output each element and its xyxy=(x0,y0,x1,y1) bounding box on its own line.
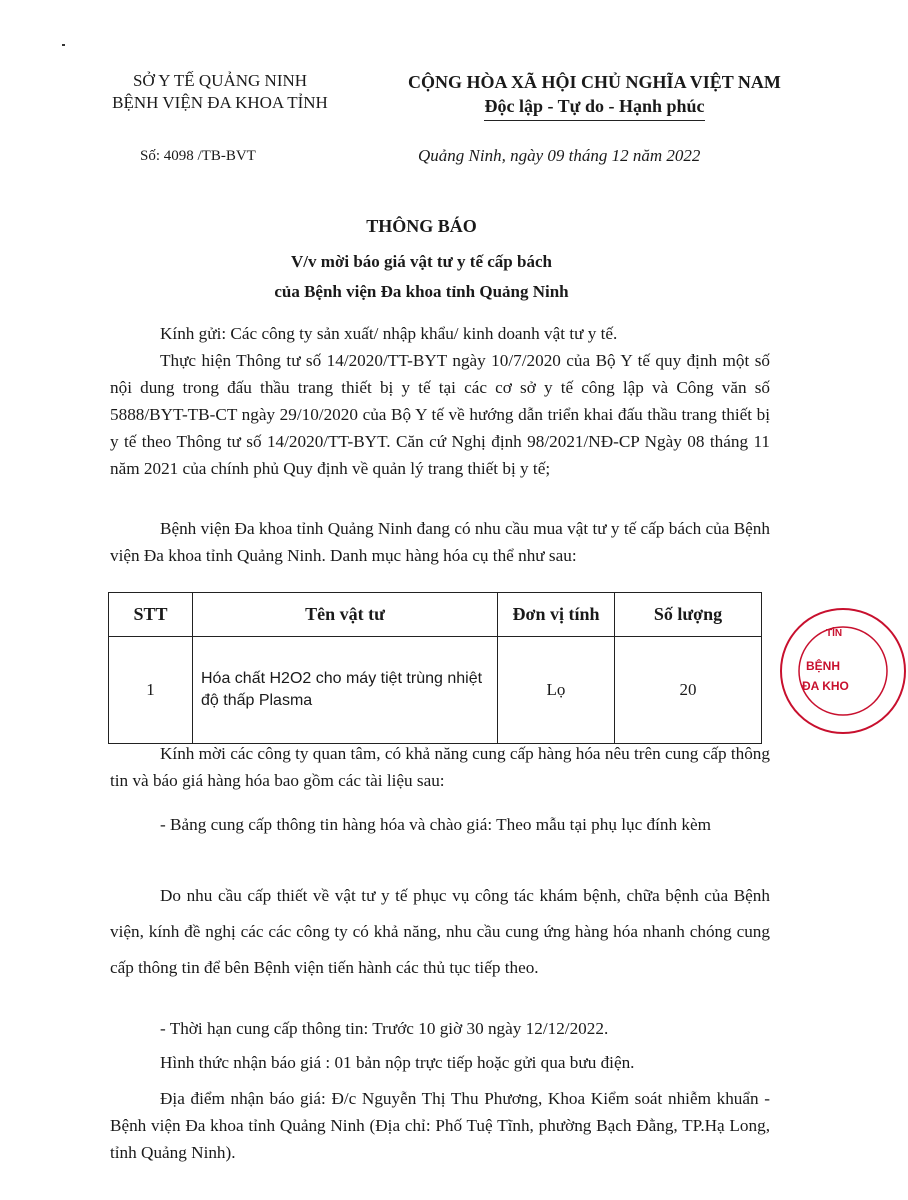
stamp-center-line1: BỆNH xyxy=(806,659,841,673)
need-paragraph: Bệnh viện Đa khoa tỉnh Quảng Ninh đang có nhu cầu mua vật tư y tế cấp bách của Bệnh viện Đa khoa tỉnh Quảng Ninh. Danh mục hàng hóa cụ thể như sau: xyxy=(110,519,770,565)
scan-speck xyxy=(62,44,65,46)
document-title xyxy=(0,215,843,307)
attachment-line: - Bảng cung cấp thông tin hàng hóa và chào giá: Theo mẫu tại phụ lục đính kèm xyxy=(160,815,711,834)
stamp-ring-text: TỈN xyxy=(826,628,843,639)
title-main: THÔNG BÁO xyxy=(366,216,477,236)
invitation-paragraph: Kính mời các công ty quan tâm, có khả năng cung cấp hàng hóa nêu trên cung cấp thông tin và báo giá hàng hóa bao gồm các tài liệu sau: xyxy=(110,744,770,790)
deadline-line: - Thời hạn cung cấp thông tin: Trước 10 giờ 30 ngày 12/12/2022. xyxy=(160,1019,609,1038)
title-subject-cont: của Bệnh viện Đa khoa tỉnh Quảng Ninh xyxy=(274,282,569,301)
issuing-agency xyxy=(70,70,370,114)
urgency-paragraph: Do nhu cầu cấp thiết về vật tư y tế phục vụ công tác khám bệnh, chữa bệnh của Bệnh viện, kính đề nghị các các công ty có khả năng, nhu cầu cung ứng hàng hóa nhanh chóng cung cấp thông tin để bên Bệnh viện tiến hành các thủ tục tiếp theo. xyxy=(110,886,770,977)
republic-name: CỘNG HÒA XÃ HỘI CHỦ NGHĨA VIỆT NAM xyxy=(408,72,781,92)
goods-table xyxy=(108,592,762,744)
col-header-stt: STT xyxy=(109,593,193,637)
document-number: Số: 4098 /TB-BVT xyxy=(140,148,256,164)
stamp-center-line2: ĐA KHO xyxy=(802,679,849,693)
cell-item-name: Hóa chất H2O2 cho máy tiệt trùng nhiệt độ thấp Plasma xyxy=(193,637,498,744)
agency-department: SỞ Y TẾ QUẢNG NINH xyxy=(132,71,308,90)
national-motto: Độc lập - Tự do - Hạnh phúc xyxy=(484,94,704,121)
agency-hospital: BỆNH VIỆN ĐA KHOA TỈNH xyxy=(112,93,328,112)
table-header-row xyxy=(109,593,762,637)
address-paragraph: Địa điểm nhận báo giá: Đ/c Nguyễn Thị Thu Phương, Khoa Kiểm soát nhiễm khuẩn - Bệnh viện Đa khoa tỉnh Quảng Ninh (Địa chỉ: Phố Tuệ Tĩnh, phường Bạch Đằng, TP.Hạ Long, tỉnh Quảng Ninh). xyxy=(110,1089,770,1162)
title-subject: V/v mời báo giá vật tư y tế cấp bách xyxy=(291,252,552,271)
cell-stt: 1 xyxy=(109,637,193,744)
col-header-unit: Đơn vị tính xyxy=(498,593,615,637)
col-header-qty: Số lượng xyxy=(615,593,762,637)
recipient-line: Kính gửi: Các công ty sản xuất/ nhập khẩu/ kinh doanh vật tư y tế. xyxy=(160,324,618,343)
submission-form-line: Hình thức nhận báo giá : 01 bản nộp trực tiếp hoặc gửi qua bưu điện. xyxy=(160,1053,635,1072)
cell-unit: Lọ xyxy=(498,637,615,744)
cell-quantity: 20 xyxy=(615,637,762,744)
table-row xyxy=(109,637,762,744)
hospital-seal-stamp xyxy=(778,606,908,736)
legal-basis-paragraph: Thực hiện Thông tư số 14/2020/TT-BYT ngày 10/7/2020 của Bộ Y tế quy định một số nội dung trong đấu thầu trang thiết bị y tế tại các cơ sở y tế công lập và Công văn số 5888/BYT-TB-CT ngày 29/10/2020 của Bộ Y tế về hướng dẫn triển khai đấu thầu trang thiết bị y tế theo Thông tư số 14/2020/TT-BYT. Căn cứ Nghị định 98/2021/NĐ-CP Ngày 08 tháng 11 năm 2021 của chính phủ Quy định về quản lý trang thiết bị y tế; xyxy=(110,351,770,478)
national-header xyxy=(372,70,817,121)
place-date: Quảng Ninh, ngày 09 tháng 12 năm 2022 xyxy=(418,146,701,165)
col-header-name: Tên vật tư xyxy=(193,593,498,637)
